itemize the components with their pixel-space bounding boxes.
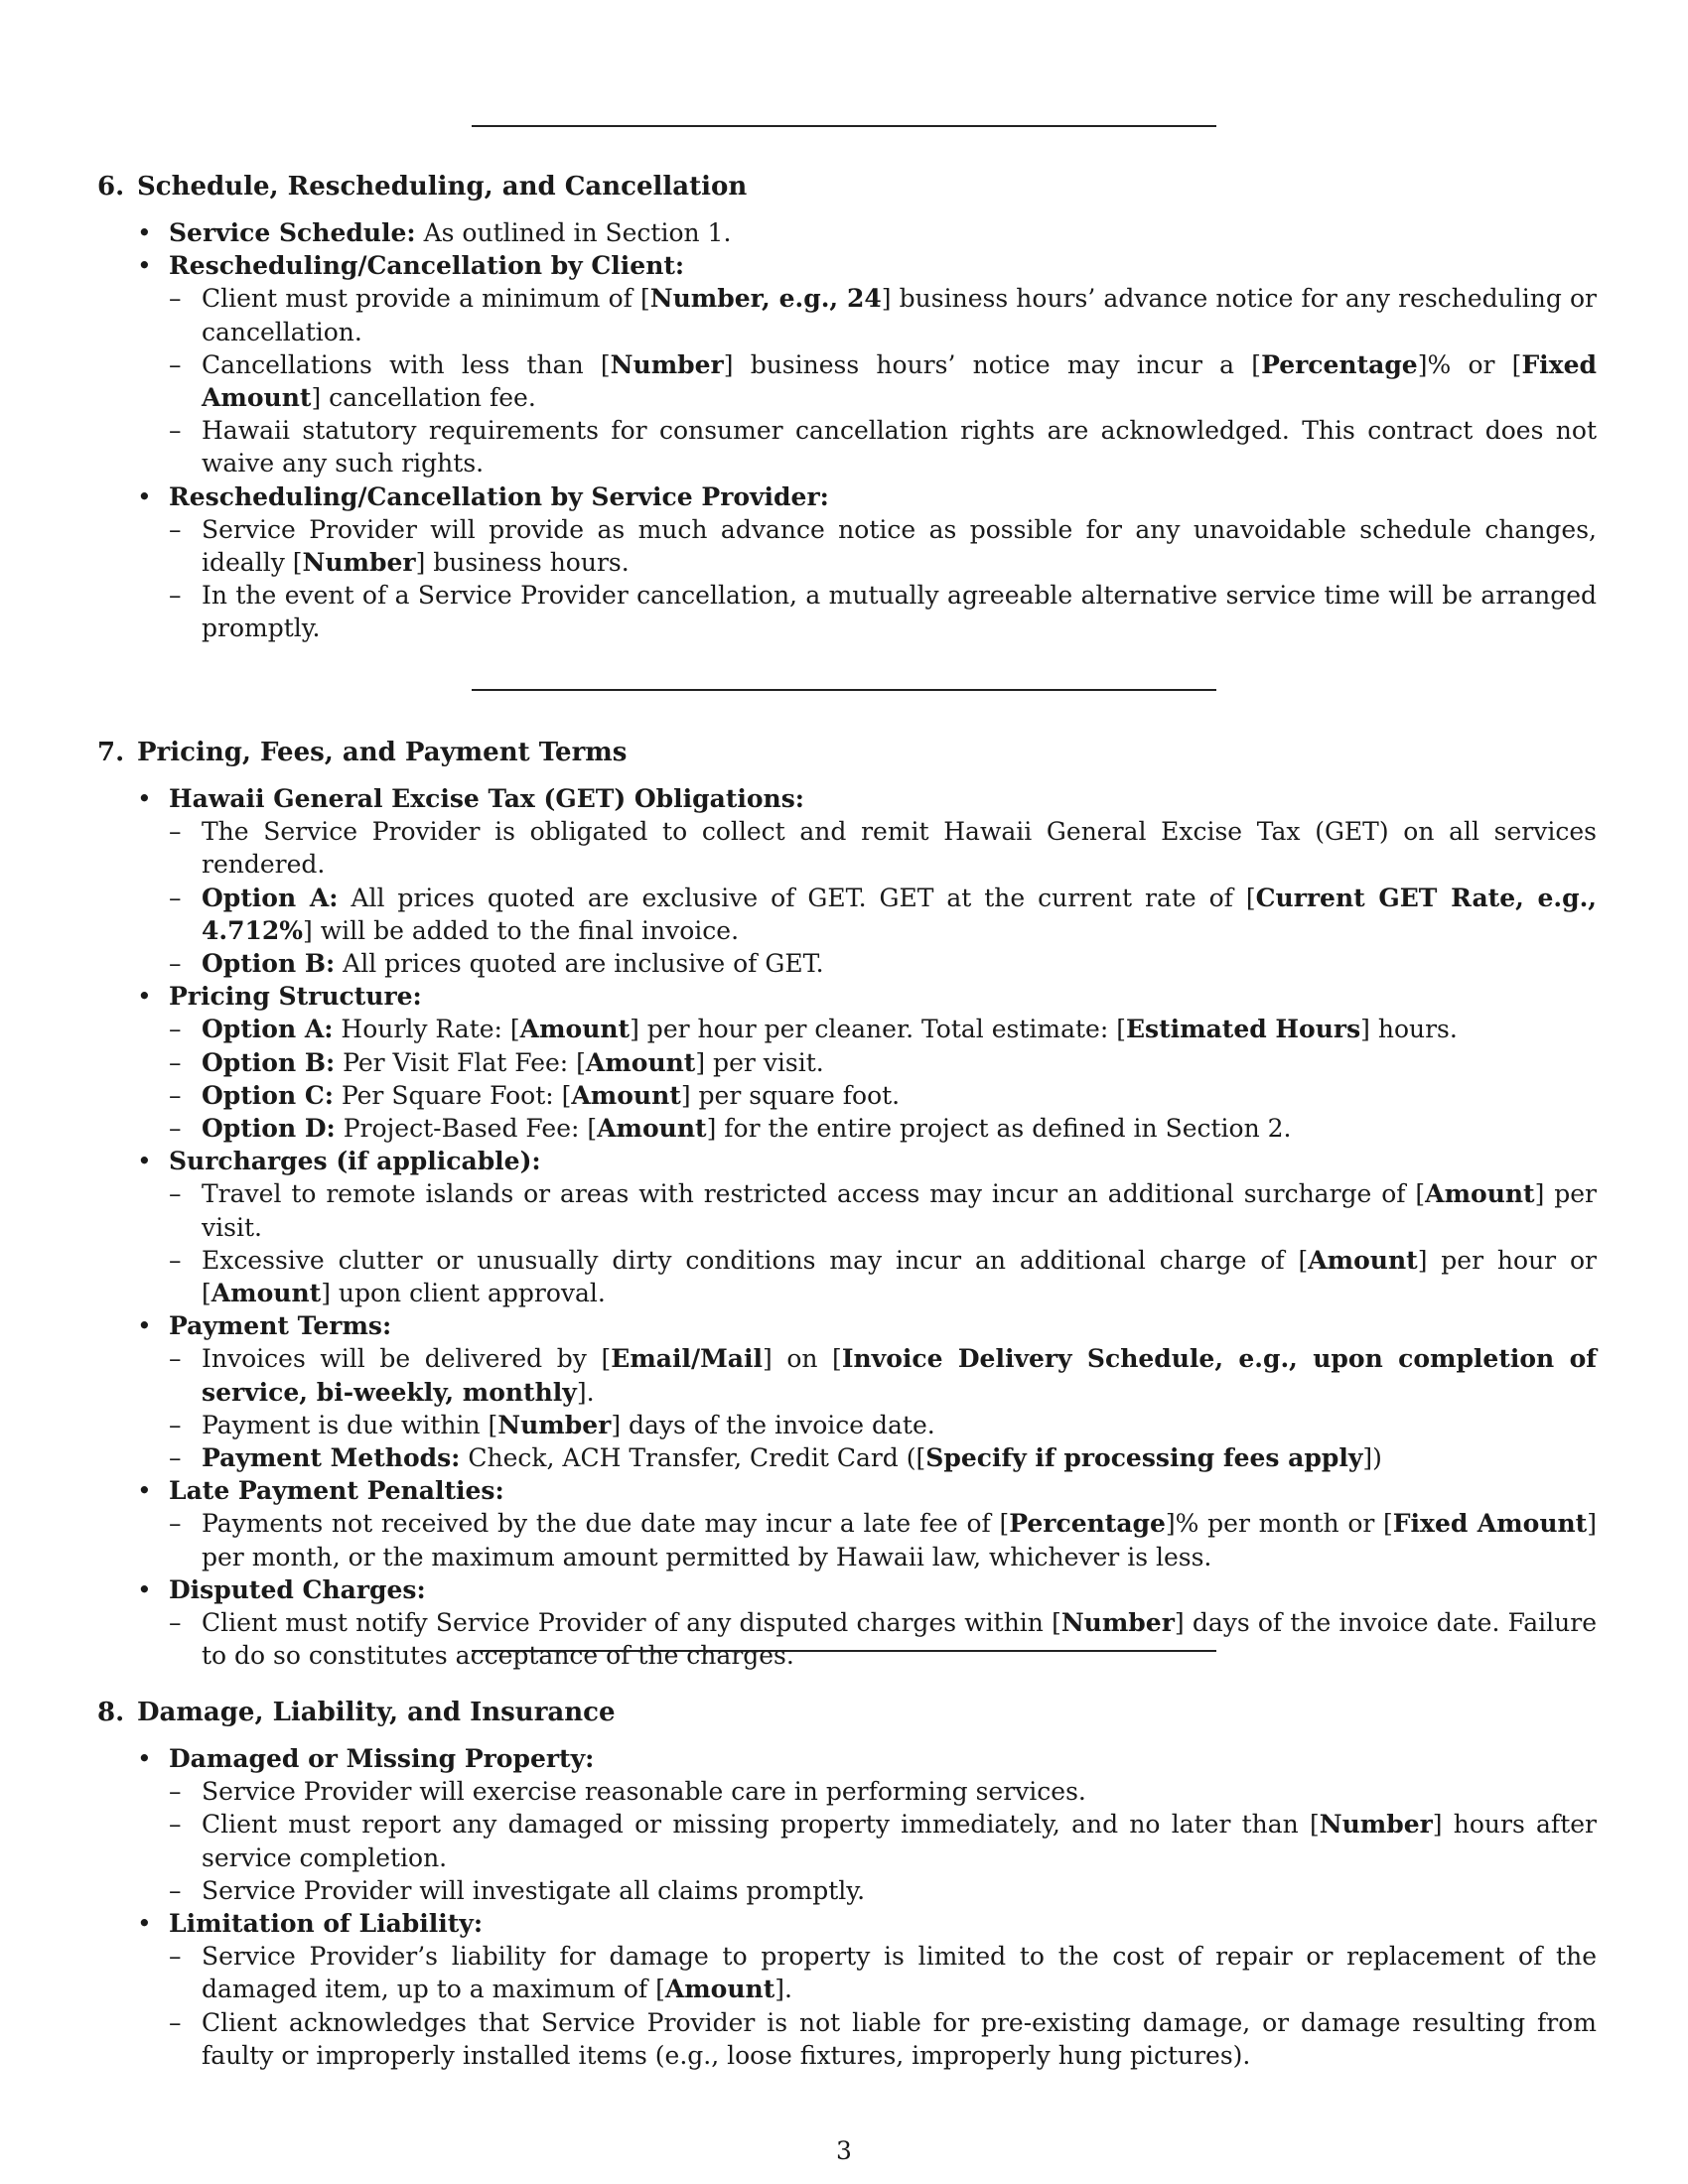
bullet-item [97, 1573, 1597, 1673]
sub-list [169, 1507, 1597, 1572]
bold-text: Amount [585, 1047, 696, 1077]
sub-bullet-item [169, 1079, 1597, 1112]
section-8 [97, 1695, 1597, 2072]
text-run: ] business hours’ notice may incur a [ [723, 349, 1262, 379]
bullet-item [97, 1145, 1597, 1309]
text-run: Invoices will be delivered by [ [202, 1344, 612, 1374]
page-number: 3 [836, 2136, 852, 2165]
bold-text: Option A: [202, 1015, 334, 1044]
section-7 [97, 735, 1597, 1672]
sub-bullet-item [169, 947, 1597, 980]
bold-text: Surcharges (if applicable): [169, 1147, 541, 1176]
text-run: Service Provider will provide as much advance notice as possible for any unavoidable schedule changes, ideally [ [202, 514, 1597, 578]
sub-bullet-item [169, 1775, 1597, 1808]
bold-text: Email/Mail [611, 1344, 763, 1374]
section-title: Pricing, Fees, and Payment Terms [137, 738, 628, 767]
text-run: ] days of the invoice date. [611, 1410, 935, 1439]
section-number: 8. [97, 1698, 125, 1727]
bold-text: Option B: [202, 949, 336, 979]
text-run: ] will be added to the final invoice. [303, 915, 740, 945]
bold-text: Amount [597, 1114, 707, 1144]
sub-bullet-item [169, 815, 1597, 881]
sub-bullet-item [169, 282, 1597, 347]
bold-text: Amount [1308, 1245, 1418, 1275]
text-run: ] days of the invoice date. Failure to do so constitutes acceptance of the charges. [202, 1608, 1597, 1671]
section-heading [97, 169, 1597, 205]
sub-list [169, 1940, 1597, 2072]
bullet-item [97, 782, 1597, 980]
text-run: Excessive clutter or unusually dirty conditions may incur an additional charge of [ [202, 1245, 1309, 1275]
bold-text: Fixed Amount [202, 349, 1597, 413]
text-run: All prices quoted are inclusive of GET. [335, 949, 824, 979]
sub-list [169, 1342, 1597, 1474]
section-list [97, 1742, 1597, 2072]
sub-bullet-item [169, 1808, 1597, 1873]
text-run: ] on [ [762, 1344, 842, 1374]
bold-text: Number [1319, 1810, 1433, 1840]
text-run: ]% per month or [ [1165, 1509, 1393, 1539]
text-run: ] per square foot. [680, 1080, 901, 1110]
text-run: Payments not received by the due date may incur a late fee of [ [202, 1509, 1010, 1539]
sub-bullet-item [169, 1606, 1597, 1672]
sub-bullet-item [169, 1409, 1597, 1441]
bold-text: Amount [1425, 1179, 1535, 1209]
section-number: 6. [97, 172, 125, 202]
text-run: ] business hours. [415, 548, 630, 578]
sub-list [169, 513, 1597, 645]
text-run: ] per visit. [695, 1047, 824, 1077]
sub-bullet-item [169, 1177, 1597, 1243]
bold-text: Amount [211, 1279, 322, 1308]
bullet-item [97, 249, 1597, 479]
text-run: ]% or [ [1417, 349, 1522, 379]
bold-text: Payment Methods: [202, 1443, 461, 1473]
section-number: 7. [97, 738, 125, 767]
text-run: The Service Provider is obligated to collect and remit Hawaii General Excise Tax (GET) on all services rendered. [202, 817, 1597, 880]
bold-text: Option A: [202, 883, 339, 912]
section-title: Schedule, Rescheduling, and Cancellation [137, 172, 748, 202]
text-run: Payment is due within [ [202, 1410, 498, 1439]
sub-bullet-item [169, 1441, 1597, 1474]
sub-bullet-item [169, 1940, 1597, 2005]
text-run: ] per hour or [ [202, 1245, 1597, 1308]
bold-text: Amount [519, 1015, 631, 1044]
section-divider [472, 689, 1216, 691]
bullet-item [97, 480, 1597, 645]
text-run: Check, ACH Transfer, Credit Card ([ [460, 1443, 926, 1473]
text-run: ] cancellation fee. [311, 383, 536, 413]
text-run: Client must provide a minimum of [ [202, 284, 650, 314]
bold-text: Percentage [1009, 1509, 1166, 1539]
bold-text: Fixed Amount [1392, 1509, 1588, 1539]
sub-bullet-item [169, 513, 1597, 579]
sub-bullet-item [169, 1507, 1597, 1572]
bullet-item [97, 1907, 1597, 2072]
text-run: Hawaii statutory requirements for consumer cancellation rights are acknowledged. This contract does not waive any such rights. [202, 416, 1597, 478]
bold-text: Option C: [202, 1080, 334, 1110]
sub-bullet-item [169, 348, 1597, 414]
bold-text: Rescheduling/Cancellation by Service Provider: [169, 481, 829, 511]
sub-bullet-item [169, 1244, 1597, 1309]
text-run: Per Visit Flat Fee: [ [335, 1047, 586, 1077]
text-run: ] per month, or the maximum amount permitted by Hawaii law, whichever is less. [202, 1509, 1597, 1571]
sub-list [169, 282, 1597, 479]
text-run: ]. [774, 1975, 792, 2004]
sub-bullet-item [169, 1874, 1597, 1907]
bold-text: Pricing Structure: [169, 982, 422, 1012]
text-run: Client must report any damaged or missing property immediately, and no later than [ [202, 1810, 1320, 1840]
sub-bullet-item [169, 882, 1597, 947]
sub-list [169, 815, 1597, 980]
text-run: ] hours after service completion. [202, 1810, 1597, 1872]
bold-text: Percentage [1261, 349, 1418, 379]
bold-text: Number [302, 548, 416, 578]
sub-bullet-item [169, 2006, 1597, 2072]
sub-list [169, 1775, 1597, 1907]
bold-text: Service Schedule: [169, 218, 416, 247]
sub-bullet-item [169, 1046, 1597, 1079]
bold-text: Estimated Hours [1125, 1015, 1361, 1044]
section-title: Damage, Liability, and Insurance [137, 1698, 616, 1727]
section-divider [472, 125, 1216, 127]
text-run: Hourly Rate: [ [333, 1015, 520, 1044]
text-run: ] per visit. [202, 1179, 1597, 1242]
section-list [97, 782, 1597, 1672]
sub-bullet-item [169, 1342, 1597, 1408]
text-run: ] business hours’ advance notice for any rescheduling or cancellation. [202, 284, 1597, 346]
bullet-item [97, 980, 1597, 1145]
text-run: As outlined in Section 1. [415, 218, 732, 247]
text-run: Client must notify Service Provider of any disputed charges within [ [202, 1608, 1061, 1638]
text-run: Service Provider’s liability for damage to property is limited to the cost of repair or replacement of the damaged item, up to a maximum of [ [202, 1942, 1597, 2004]
sub-bullet-item [169, 579, 1597, 644]
text-run: ] for the entire project as defined in Section 2. [706, 1114, 1292, 1144]
text-run: ]) [1362, 1443, 1382, 1473]
text-run: Service Provider will exercise reasonable care in performing services. [202, 1777, 1086, 1807]
sub-bullet-item [169, 1013, 1597, 1045]
section-heading [97, 1695, 1597, 1730]
sub-list [169, 1013, 1597, 1145]
bold-text: Invoice Delivery Schedule, e.g., upon completion of service, bi-weekly, monthly [202, 1344, 1597, 1407]
bullet-item [97, 1742, 1597, 1907]
sub-list [169, 1606, 1597, 1672]
text-run: Service Provider will investigate all claims promptly. [202, 1875, 866, 1905]
text-run: Cancellations with less than [ [202, 349, 611, 379]
bold-text: Number [1060, 1608, 1175, 1638]
section-divider [472, 1650, 1216, 1652]
bold-text: Hawaii General Excise Tax (GET) Obligations: [169, 784, 805, 813]
bold-text: Rescheduling/Cancellation by Client: [169, 251, 685, 281]
sub-bullet-item [169, 1112, 1597, 1145]
sub-bullet-item [169, 414, 1597, 479]
section-heading [97, 735, 1597, 770]
bold-text: Specify if processing fees apply [925, 1443, 1363, 1473]
bold-text: Payment Terms: [169, 1311, 392, 1341]
text-run: In the event of a Service Provider cancellation, a mutually agreeable alternative service time will be arranged promptly. [202, 581, 1597, 643]
bold-text: Limitation of Liability: [169, 1909, 484, 1939]
bullet-item [97, 1474, 1597, 1573]
bold-text: Amount [571, 1080, 681, 1110]
text-run: Project-Based Fee: [ [335, 1114, 598, 1144]
text-run: Travel to remote islands or areas with restricted access may incur an additional surcharge of [ [202, 1179, 1426, 1209]
text-run: ] per hour per cleaner. Total estimate: [ [630, 1015, 1126, 1044]
bold-text: Disputed Charges: [169, 1574, 426, 1604]
text-run: ] hours. [1360, 1015, 1458, 1044]
bold-text: Damaged or Missing Property: [169, 1744, 595, 1773]
bold-text: Amount [664, 1975, 775, 2004]
bold-text: Number [497, 1410, 612, 1439]
bold-text: Current GET Rate, e.g., 4.712% [202, 883, 1597, 945]
bold-text: Late Payment Penalties: [169, 1476, 504, 1506]
section-list [97, 216, 1597, 645]
bold-text: Option D: [202, 1114, 336, 1144]
bold-text: Option B: [202, 1047, 336, 1077]
text-run: Per Square Foot: [ [333, 1080, 572, 1110]
bold-text: Number, e.g., 24 [649, 284, 882, 314]
text-run: ]. [576, 1377, 595, 1407]
text-run: Client acknowledges that Service Provider is not liable for pre-existing damage, or damage resulting from faulty or improperly installed items (e.g., loose fixtures, improperly hung pictures). [202, 2007, 1597, 2070]
bold-text: Number [610, 349, 724, 379]
section-6 [97, 169, 1597, 645]
sub-list [169, 1177, 1597, 1309]
bullet-item [97, 216, 1597, 249]
bullet-item [97, 1309, 1597, 1474]
text-run: All prices quoted are exclusive of GET. GET at the current rate of [ [338, 883, 1256, 912]
text-run: ] upon client approval. [321, 1279, 606, 1308]
